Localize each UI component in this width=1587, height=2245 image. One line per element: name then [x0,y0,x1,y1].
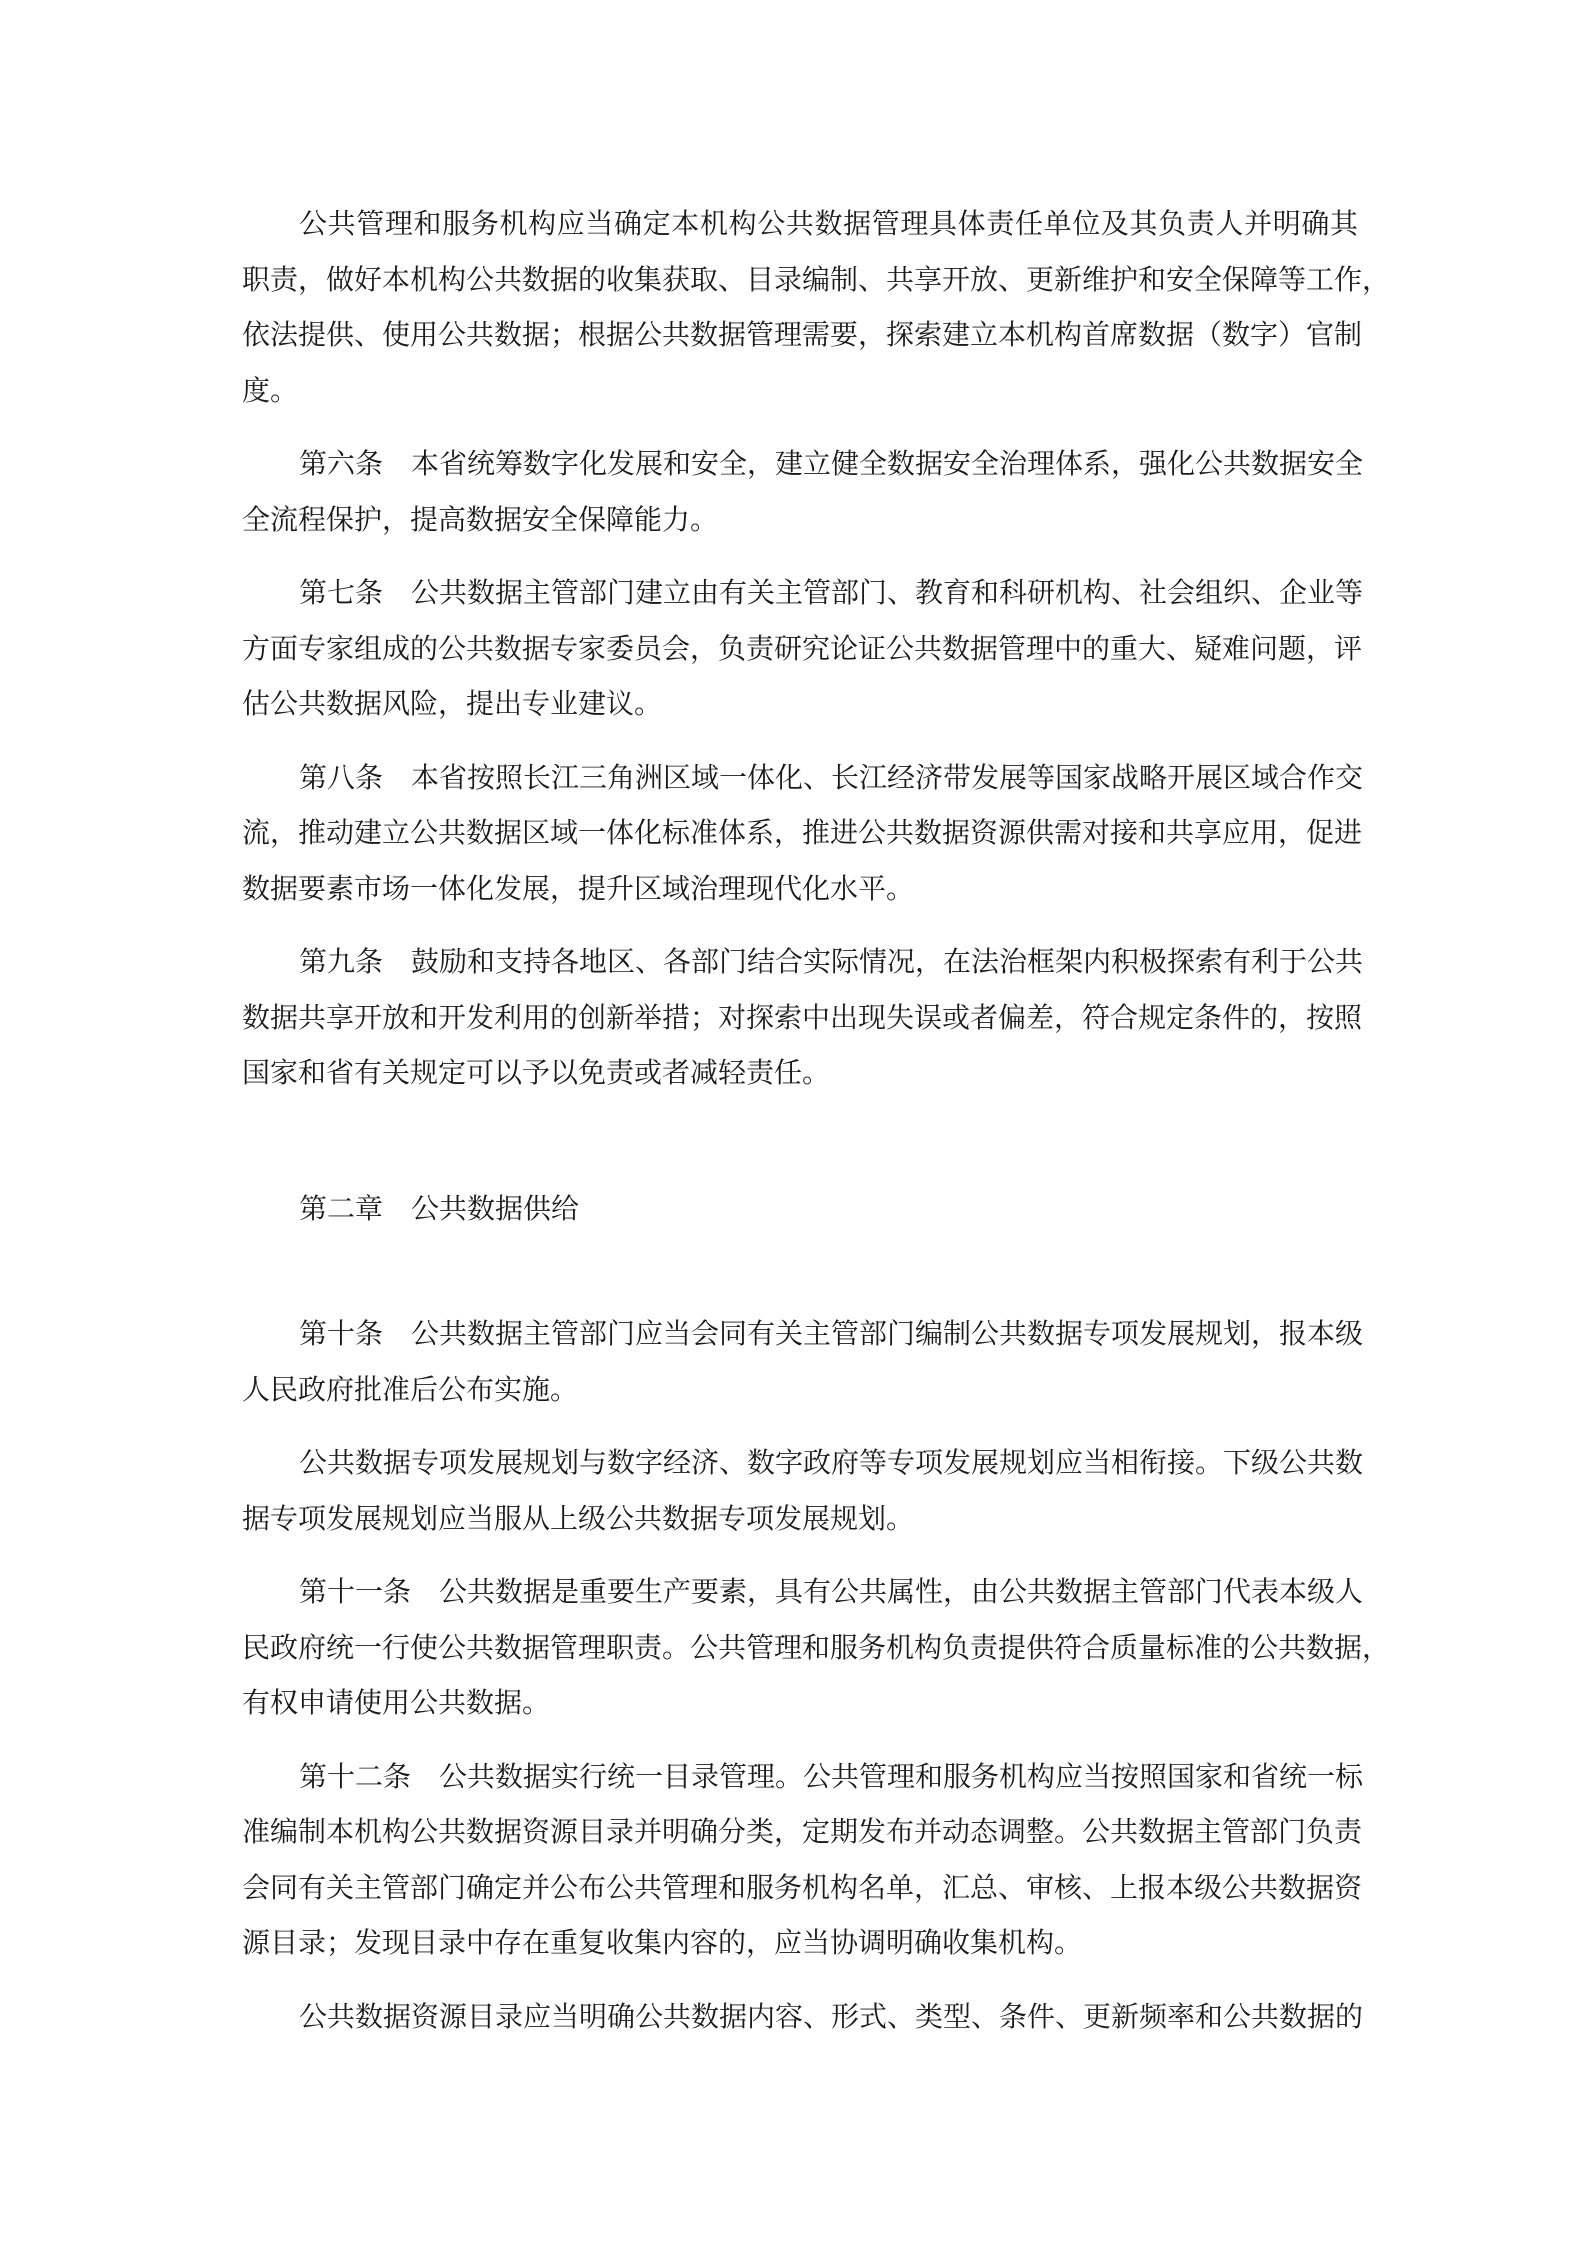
text-line: 准编制本机构公共数据资源目录并明确分类，定期发布并动态调整。公共数据主管部门负责 [242,1815,1363,1848]
chapter-heading: 第二章 公共数据供给 [299,1191,580,1225]
text-line: 会同有关主管部门确定并公布公共管理和服务机构名单，汇总、审核、上报本级公共数据资 [242,1870,1363,1904]
paragraph [242,1435,1364,1546]
text-line: 据专项发展规划应当服从上级公共数据专项发展规划。 [242,1501,915,1535]
text-line: 有权申请使用公共数据。 [242,1686,551,1719]
paragraph [242,750,1364,917]
text-line: 公共数据专项发展规划与数字经济、数字政府等专项发展规划应当相衔接。下级公共数 [299,1446,1364,1479]
text-line: 人民政府批准后公布实施。 [242,1372,579,1406]
text-line: 第十一条 公共数据是重要生产要素，具有公共属性，由公共数据主管部门代表本级人 [299,1575,1364,1608]
text-line: 数据共享开放和开发利用的创新举措；对探索中出现失误或者偏差，符合规定条件的，按照 [242,1000,1363,1034]
text-line: 第六条 本省统筹数字化发展和安全，建立健全数据安全治理体系，强化公共数据安全 [299,447,1364,480]
text-line: 第十条 公共数据主管部门应当会同有关主管部门编制公共数据专项发展规划，报本级 [299,1317,1364,1350]
text-line: 第七条 公共数据主管部门建立由有关主管部门、教育和科研机构、社会组织、企业等 [299,576,1364,609]
text-line: 依法提供、使用公共数据；根据公共数据管理需要，探索建立本机构首席数据（数字）官制 [242,318,1363,351]
paragraph [242,1749,1364,1971]
text-line: 方面专家组成的公共数据专家委员会，负责研究论证公共数据管理中的重大、疑难问题，评 [242,631,1363,665]
paragraph [242,565,1364,732]
text-line: 第九条 鼓励和支持各地区、各部门结合实际情况，在法治框架内积极探索有利于公共 [299,945,1364,978]
paragraph [242,1564,1391,1731]
document-body [242,196,1391,2062]
text-line: 国家和省有关规定可以予以免责或者减轻责任。 [242,1056,831,1089]
text-line: 职责，做好本机构公共数据的收集获取、目录编制、共享开放、更新维护和安全保障等工作， [242,262,1391,296]
paragraph [242,436,1364,547]
text-line: 公共管理和服务机构应当确定本机构公共数据管理具体责任单位及其负责人并明确其 [299,207,1358,240]
text-line: 民政府统一行使公共数据管理职责。公共管理和服务机构负责提供符合质量标准的公共数据， [242,1630,1391,1664]
paragraph [242,1989,1364,2045]
paragraph [242,1306,1364,1417]
text-line: 公共数据资源目录应当明确公共数据内容、形式、类型、条件、更新频率和公共数据的 [299,1999,1364,2033]
text-line: 数据要素市场一体化发展，提升区域治理现代化水平。 [242,871,915,905]
text-line: 第十二条 公共数据实行统一目录管理。公共管理和服务机构应当按照国家和省统一标 [299,1759,1364,1793]
text-line: 度。 [242,373,299,407]
text-line: 估公共数据风险，提出专业建议。 [242,687,663,720]
text-line: 流，推动建立公共数据区域一体化标准体系，推进公共数据资源供需对接和共享应用，促进 [242,816,1363,849]
text-line: 第八条 本省按照长江三角洲区域一体化、长江经济带发展等国家战略开展区域合作交 [299,760,1364,794]
paragraph [242,196,1391,418]
paragraph [242,934,1364,1101]
text-line: 全流程保护，提高数据安全保障能力。 [242,502,719,536]
text-line: 源目录；发现目录中存在重复收集内容的，应当协调明确收集机构。 [242,1926,1083,1959]
